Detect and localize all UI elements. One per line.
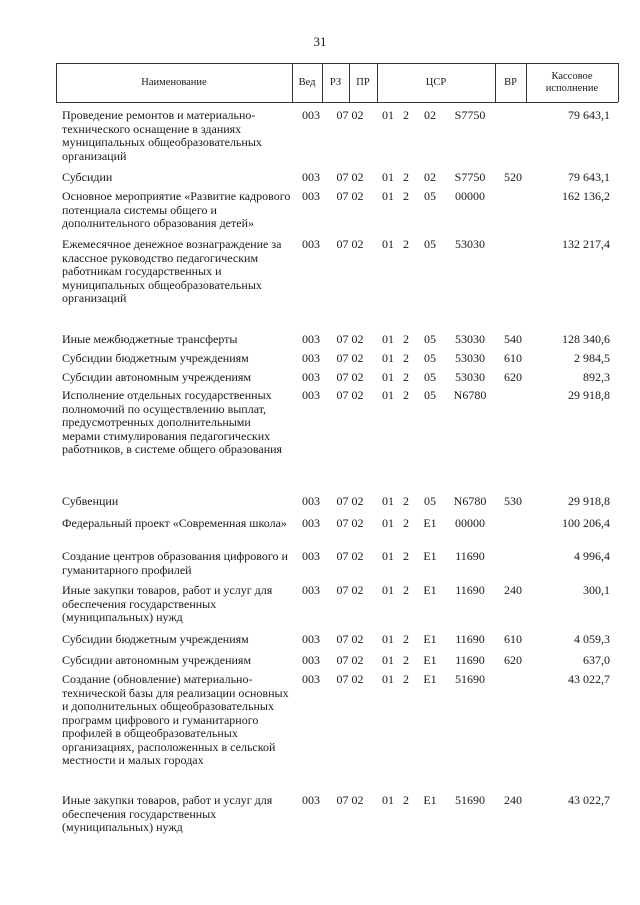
row-amount: 29 918,8 (568, 388, 610, 402)
row-csr-direction: N6780 (453, 388, 487, 402)
header-divider (377, 63, 378, 102)
row-csr-direction: 11690 (455, 549, 485, 563)
row-rz-pr: 07 02 (336, 170, 364, 184)
row-vr: 620 (504, 370, 522, 384)
row-csr-program: 01 (382, 632, 394, 646)
row-vr: 540 (504, 332, 522, 346)
row-csr-event: E1 (423, 549, 437, 563)
row-rz-pr: 07 02 (336, 370, 364, 384)
column-header-rz: РЗ (329, 77, 342, 88)
row-amount: 637,0 (583, 653, 610, 667)
row-csr-program: 01 (382, 494, 394, 508)
row-amount: 4 059,3 (574, 632, 610, 646)
row-csr-subprogram: 2 (403, 653, 409, 667)
row-name: Федеральный проект «Современная школа» (62, 516, 287, 530)
row-rz-pr: 07 02 (336, 793, 364, 807)
row-csr-event: 05 (424, 388, 436, 402)
row-vr: 520 (504, 170, 522, 184)
row-ved: 003 (302, 583, 320, 597)
row-csr-event: 05 (424, 332, 436, 346)
header-divider (292, 63, 293, 102)
row-csr-subprogram: 2 (403, 494, 409, 508)
row-amount: 162 136,2 (562, 189, 610, 203)
row-name: Субсидии автономным учреждениям (62, 653, 252, 667)
row-csr-direction: 53030 (455, 370, 485, 384)
row-csr-direction: 53030 (455, 351, 485, 365)
row-csr-program: 01 (382, 549, 394, 563)
row-csr-event: 05 (424, 370, 436, 384)
header-divider (56, 63, 57, 102)
row-csr-program: 01 (382, 332, 394, 346)
row-rz-pr: 07 02 (336, 632, 364, 646)
row-ved: 003 (302, 332, 320, 346)
row-rz-pr: 07 02 (336, 549, 364, 563)
row-csr-direction: 00000 (455, 189, 485, 203)
row-rz-pr: 07 02 (336, 672, 364, 686)
row-csr-subprogram: 2 (403, 516, 409, 530)
row-csr-program: 01 (382, 237, 394, 251)
row-csr-direction: S7750 (454, 108, 486, 122)
header-divider (495, 63, 496, 102)
row-amount: 132 217,4 (562, 237, 610, 251)
row-csr-direction: 11690 (455, 583, 485, 597)
row-rz-pr: 07 02 (336, 653, 364, 667)
row-ved: 003 (302, 549, 320, 563)
row-csr-event: 02 (424, 108, 436, 122)
row-csr-subprogram: 2 (403, 351, 409, 365)
row-ved: 003 (302, 237, 320, 251)
row-amount: 892,3 (583, 370, 610, 384)
row-ved: 003 (302, 170, 320, 184)
row-name: Исполнение отдельных государственных полномочий по осуществлению выплат, предусмотренных дополнительными мерами стимулирования педагогических работников, в системе общего образования (62, 388, 283, 456)
row-vr: 530 (504, 494, 522, 508)
row-csr-direction: 11690 (455, 653, 485, 667)
row-csr-subprogram: 2 (403, 189, 409, 203)
row-csr-direction: 53030 (455, 332, 485, 346)
row-csr-direction: S7750 (454, 170, 486, 184)
row-csr-event: E1 (423, 653, 437, 667)
row-ved: 003 (302, 351, 320, 365)
row-vr: 620 (504, 653, 522, 667)
row-name: Основное мероприятие «Развитие кадрового потенциала системы общего и дополнительного образования детей» (62, 189, 291, 230)
row-rz-pr: 07 02 (336, 494, 364, 508)
row-csr-program: 01 (382, 672, 394, 686)
row-amount: 43 022,7 (568, 793, 610, 807)
row-csr-program: 01 (382, 108, 394, 122)
row-amount: 4 996,4 (574, 549, 610, 563)
row-vr: 240 (504, 583, 522, 597)
row-rz-pr: 07 02 (336, 237, 364, 251)
row-vr: 610 (504, 632, 522, 646)
row-csr-program: 01 (382, 388, 394, 402)
row-name: Субсидии бюджетным учреждениям (62, 632, 249, 646)
row-rz-pr: 07 02 (336, 108, 364, 122)
row-csr-program: 01 (382, 370, 394, 384)
row-rz-pr: 07 02 (336, 583, 364, 597)
row-csr-program: 01 (382, 189, 394, 203)
row-csr-event: E1 (423, 793, 437, 807)
row-rz-pr: 07 02 (336, 332, 364, 346)
column-header-name: Наименование (141, 77, 207, 88)
row-name: Ежемесячное денежное вознаграждение за классное руководство педагогическим работникам государственных и муниципальных общеобразовательных организаций (62, 237, 282, 305)
header-divider (618, 63, 619, 102)
row-amount: 100 206,4 (562, 516, 610, 530)
row-amount: 79 643,1 (568, 170, 610, 184)
row-amount: 29 918,8 (568, 494, 610, 508)
table-header (56, 63, 618, 103)
row-name: Субсидии (62, 170, 113, 184)
row-ved: 003 (302, 108, 320, 122)
header-divider (349, 63, 350, 102)
row-csr-event: 05 (424, 237, 436, 251)
row-vr: 610 (504, 351, 522, 365)
row-name: Иные закупки товаров, работ и услуг для обеспечения государственных (муниципальных) нужд (62, 793, 273, 834)
row-csr-subprogram: 2 (403, 170, 409, 184)
header-divider (526, 63, 527, 102)
row-ved: 003 (302, 189, 320, 203)
row-csr-program: 01 (382, 516, 394, 530)
row-ved: 003 (302, 388, 320, 402)
row-csr-event: 05 (424, 351, 436, 365)
row-name: Субвенции (62, 494, 119, 508)
page-number: 31 (313, 34, 327, 49)
row-ved: 003 (302, 632, 320, 646)
row-csr-program: 01 (382, 351, 394, 365)
row-csr-event: E1 (423, 583, 437, 597)
row-rz-pr: 07 02 (336, 388, 364, 402)
row-amount: 2 984,5 (574, 351, 610, 365)
row-csr-event: 05 (424, 189, 436, 203)
row-csr-event: E1 (423, 516, 437, 530)
row-ved: 003 (302, 516, 320, 530)
row-csr-subprogram: 2 (403, 388, 409, 402)
column-header-ved: Вед (298, 77, 316, 88)
row-name: Субсидии бюджетным учреждениям (62, 351, 249, 365)
row-csr-event: E1 (423, 632, 437, 646)
row-ved: 003 (302, 370, 320, 384)
row-csr-event: 02 (424, 170, 436, 184)
row-csr-subprogram: 2 (403, 793, 409, 807)
row-amount: 128 340,6 (562, 332, 610, 346)
row-csr-subprogram: 2 (403, 237, 409, 251)
row-ved: 003 (302, 494, 320, 508)
row-amount: 43 022,7 (568, 672, 610, 686)
row-name: Иные закупки товаров, работ и услуг для обеспечения государственных (муниципальных) нужд (62, 583, 273, 624)
row-csr-event: 05 (424, 494, 436, 508)
row-csr-direction: 51690 (455, 672, 485, 686)
row-name: Проведение ремонтов и материально-технического оснащение в зданиях муниципальных общеобразовательных организаций (62, 108, 262, 163)
row-ved: 003 (302, 793, 320, 807)
row-rz-pr: 07 02 (336, 189, 364, 203)
row-ved: 003 (302, 672, 320, 686)
row-ved: 003 (302, 653, 320, 667)
row-csr-subprogram: 2 (403, 370, 409, 384)
row-csr-subprogram: 2 (403, 672, 409, 686)
row-csr-subprogram: 2 (403, 108, 409, 122)
row-csr-direction: 00000 (455, 516, 485, 530)
row-csr-direction: 51690 (455, 793, 485, 807)
row-name: Создание центров образования цифрового и гуманитарного профилей (62, 549, 288, 577)
row-rz-pr: 07 02 (336, 516, 364, 530)
row-csr-subprogram: 2 (403, 583, 409, 597)
row-csr-program: 01 (382, 170, 394, 184)
row-name: Иные межбюджетные трансферты (62, 332, 238, 346)
row-csr-program: 01 (382, 653, 394, 667)
row-amount: 79 643,1 (568, 108, 610, 122)
row-csr-direction: 53030 (455, 237, 485, 251)
row-name: Субсидии автономным учреждениям (62, 370, 252, 384)
column-header-amount: Кассовое исполнение (545, 71, 599, 94)
row-name: Создание (обновление) материально-технической базы для реализации основных и дополнительных общеобразовательных программ цифрового и гуманитарного профилей в общеобразовательных организациях, расположенных в сельской местности и малых городах (62, 672, 289, 767)
row-csr-subprogram: 2 (403, 632, 409, 646)
header-divider (322, 63, 323, 102)
row-csr-event: E1 (423, 672, 437, 686)
row-vr: 240 (504, 793, 522, 807)
row-csr-subprogram: 2 (403, 549, 409, 563)
row-csr-direction: 11690 (455, 632, 485, 646)
column-header-pr: ПР (356, 77, 370, 88)
row-amount: 300,1 (583, 583, 610, 597)
row-csr-program: 01 (382, 793, 394, 807)
row-csr-program: 01 (382, 583, 394, 597)
column-header-vr: ВР (504, 77, 517, 88)
row-csr-direction: N6780 (453, 494, 487, 508)
column-header-csr: ЦСР (425, 77, 447, 88)
row-csr-subprogram: 2 (403, 332, 409, 346)
row-rz-pr: 07 02 (336, 351, 364, 365)
